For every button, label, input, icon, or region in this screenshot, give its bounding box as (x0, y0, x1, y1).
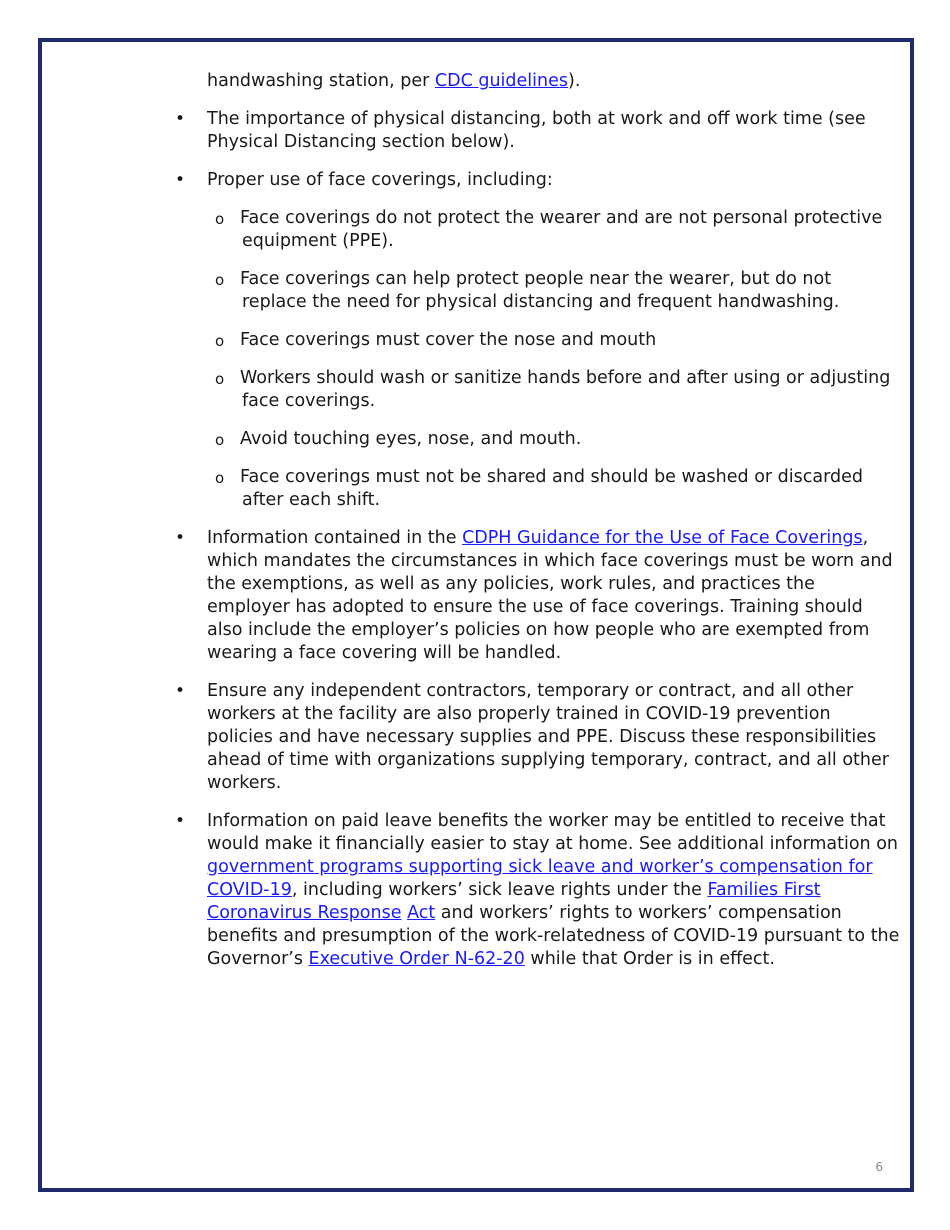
cdph-guidance-link[interactable]: CDPH Guidance for the Use of Face Coverings (462, 528, 863, 548)
bullet-physical-distancing: • The importance of physical distancing, both at work and off work time (see Physical Distancing section below). (175, 109, 866, 152)
families-first-link[interactable]: Families First Coronavirus Response (207, 880, 821, 923)
bullet-cdph-guidance: • Information contained in the CDPH Guidance for the Use of Face Coverings, which mandates the circumstances in which face coverings must be worn and the exemptions, as well as any policies, work rules, and practices the employer has adopted to ensure the use of face coverings. Training should also include the employer’s policies on how people who are exempted from wearing a face covering will be handled. (175, 528, 893, 663)
government-programs-link[interactable]: government programs supporting sick leave and worker’s compensation for COVID-19 (207, 857, 873, 900)
sub-item: o Face coverings can help protect people near the wearer, but do not replace the need for physical distancing and frequent handwashing. (215, 269, 840, 312)
bullet-icon: • (175, 109, 186, 129)
bullet-icon: • (175, 528, 186, 548)
bullet-icon: • (175, 681, 186, 701)
bullet-contractors: • Ensure any independent contractors, temporary or contract, and all other workers at the facility are also properly trained in COVID-19 prevention policies and have necessary supplies and PPE. Discuss these responsibilities ahead of time with organizations supplying temporary, contract, and all other workers. (175, 681, 889, 793)
bullet-face-coverings: • Proper use of face coverings, including: (175, 170, 553, 190)
bullet-icon: • (175, 811, 186, 831)
bullet-paid-leave: • Information on paid leave benefits the worker may be entitled to receive that would make it financially easier to stay at home. See additional information on government programs supporting sick leave and worker’s compensation for COVID-19, including workers’ sick leave rights under the Families First Coronavirus Response Act and workers’ rights to workers’ compensation benefits and presumption of the work-relatedness of COVID-19 pursuant to the Governor’s Executive Order N-62-20 while that Order is in effect. (175, 811, 900, 969)
executive-order-link[interactable]: Executive Order N-62-20 (308, 949, 525, 969)
page-number: 6 (875, 1160, 883, 1174)
circle-bullet-icon: o (215, 271, 225, 289)
sub-item: o Face coverings must not be shared and should be washed or discarded after each shift. (215, 467, 863, 510)
bullet-icon: • (175, 170, 186, 190)
circle-bullet-icon: o (215, 332, 225, 350)
sub-item: o Avoid touching eyes, nose, and mouth. (170, 428, 900, 451)
circle-bullet-icon: o (215, 431, 225, 449)
sub-item: o Face coverings do not protect the wearer and are not personal protective equipment (PPE). (215, 208, 883, 251)
continuation-paragraph: handwashing station, per CDC guidelines). (207, 71, 581, 91)
circle-bullet-icon: o (215, 210, 225, 228)
sub-item: o Face coverings must cover the nose and mouth (170, 329, 900, 352)
act-link[interactable]: Act (407, 903, 436, 923)
circle-bullet-icon: o (215, 370, 225, 388)
document-body (170, 70, 900, 986)
cdc-guidelines-link[interactable]: CDC guidelines (434, 71, 568, 91)
circle-bullet-icon: o (215, 469, 225, 487)
sub-item: o Workers should wash or sanitize hands before and after using or adjusting face coverings. (215, 368, 891, 411)
